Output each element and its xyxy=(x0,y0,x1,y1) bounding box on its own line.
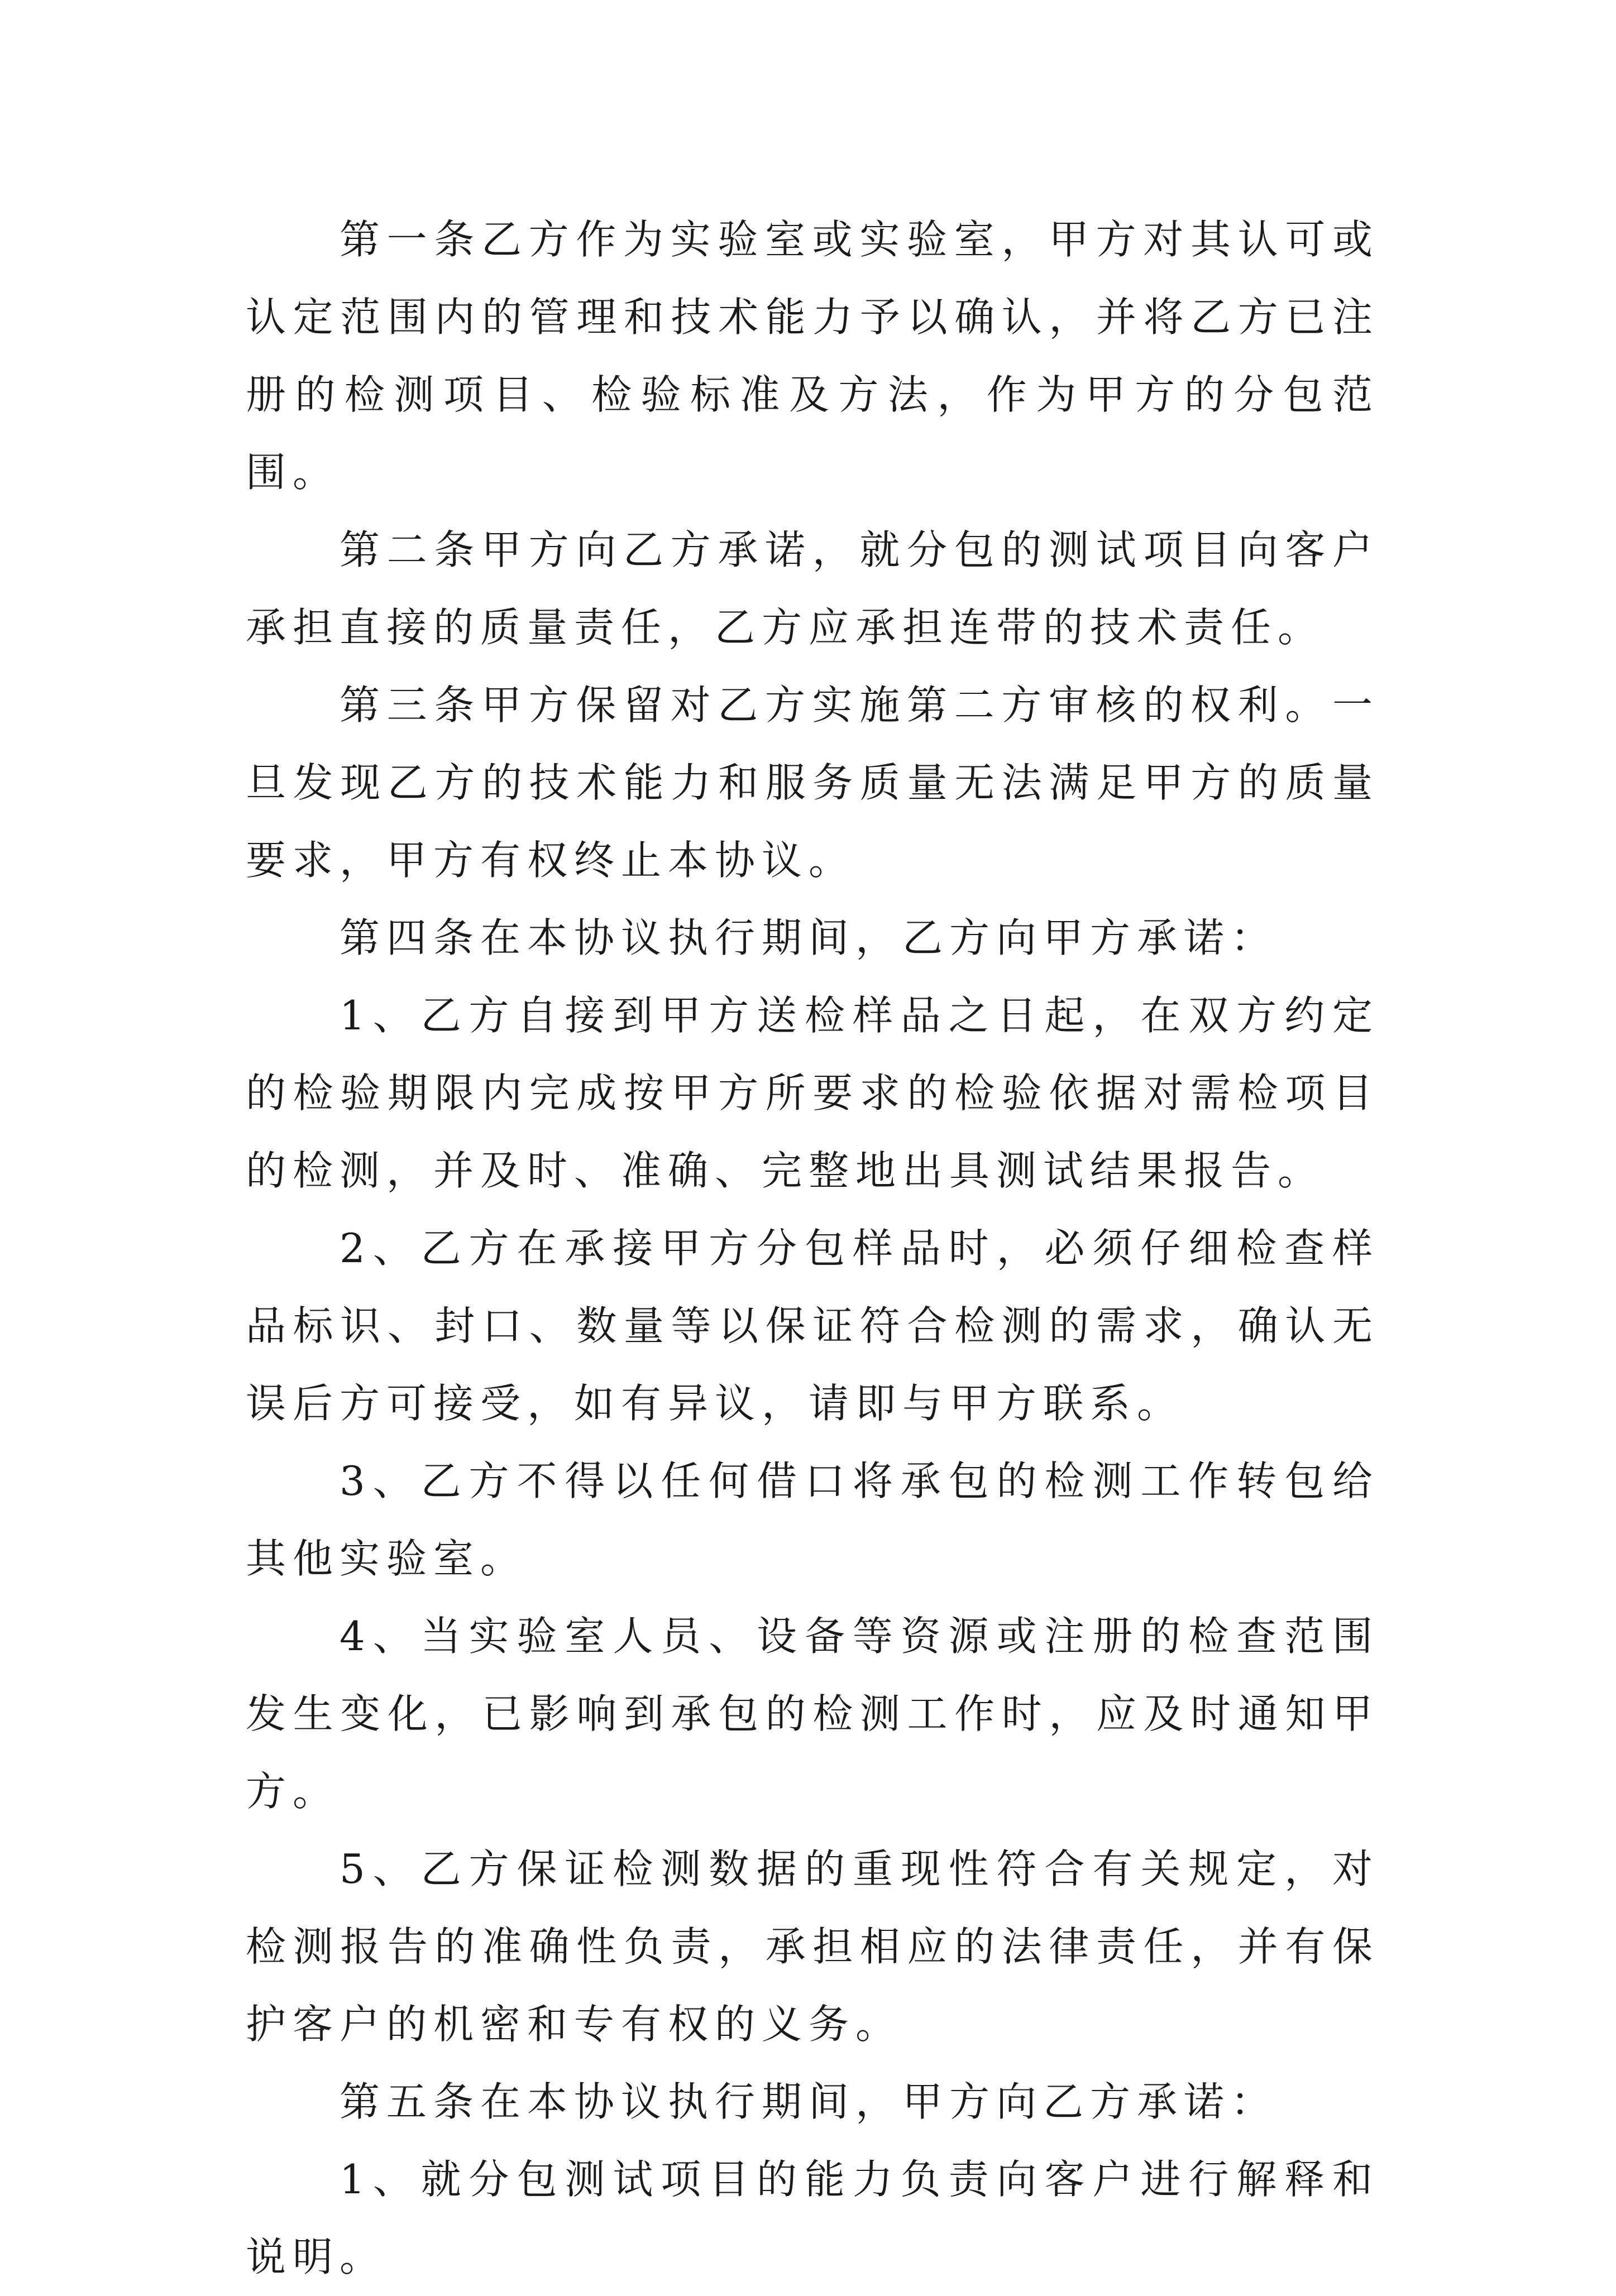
article-4-item-2: 2、乙方在承接甲方分包样品时，必须仔细检查样品标识、封口、数量等以保证符合检测的需求，确认无误后方可接受，如有异议，请即与甲方联系。 xyxy=(246,1225,1379,1427)
article-4-item-1: 1、乙方自接到甲方送检样品之日起，在双方约定的检验期限内完成按甲方所要求的检验依据对需检项目的检测，并及时、准确、完整地出具测试结果报告。 xyxy=(246,992,1379,1194)
article-2: 第二条甲方向乙方承诺，就分包的测试项目向客户承担直接的质量责任，乙方应承担连带的技术责任。 xyxy=(246,526,1379,651)
article-4-heading: 第四条在本协议执行期间，乙方向甲方承诺： xyxy=(340,914,1278,961)
article-4-item-3: 3、乙方不得以任何借口将承包的检测工作转包给其他实验室。 xyxy=(246,1458,1379,1582)
document-body xyxy=(246,201,1379,2296)
article-3: 第三条甲方保留对乙方实施第二方审核的权利。一旦发现乙方的技术能力和服务质量无法满足甲方的质量要求，甲方有权终止本协议。 xyxy=(246,682,1379,884)
article-5-heading: 第五条在本协议执行期间，甲方向乙方承诺： xyxy=(340,2078,1278,2125)
article-4-item-5: 5、乙方保证检测数据的重现性符合有关规定，对检测报告的准确性负责，承担相应的法律责任，并有保护客户的机密和专有权的义务。 xyxy=(246,1846,1379,2048)
article-1: 第一条乙方作为实验室或实验室，甲方对其认可或认定范围内的管理和技术能力予以确认，并将乙方已注册的检测项目、检验标准及方法，作为甲方的分包范围。 xyxy=(246,216,1379,496)
article-5-item-1: 1、就分包测试项目的能力负责向客户进行解释和说明。 xyxy=(246,2156,1379,2280)
article-4-item-4: 4、当实验室人员、设备等资源或注册的检查范围发生变化，已影响到承包的检测工作时，应及时通知甲方。 xyxy=(246,1613,1379,1815)
